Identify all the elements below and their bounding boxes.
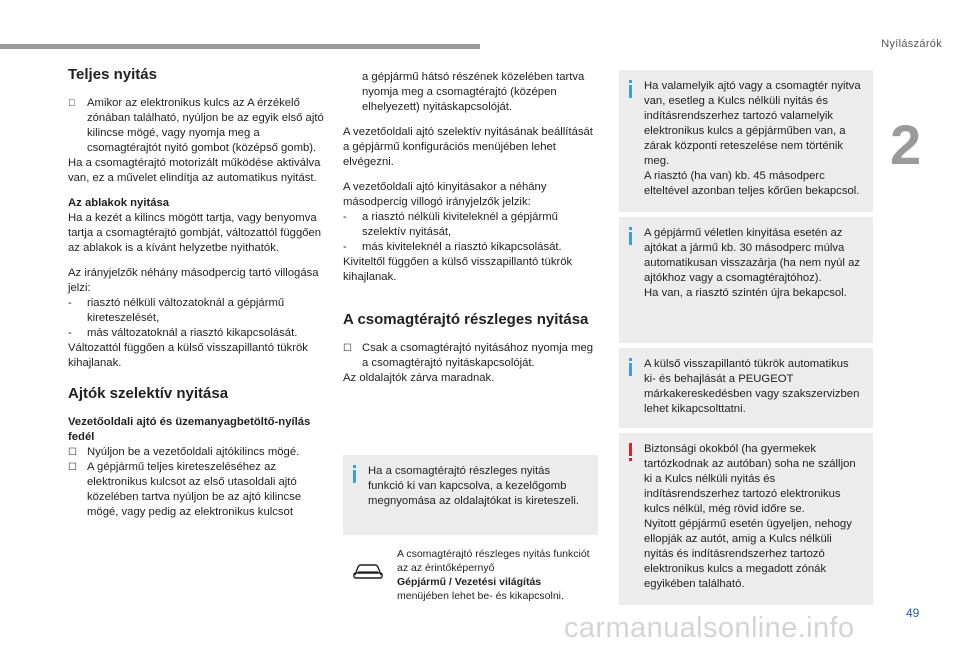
heading-selective-opening: Ajtók szelektív nyitása: [68, 385, 229, 402]
subheading-windows: Az ablakok nyitása: [68, 197, 170, 209]
bullet-item: ☐ Csak a csomagtérajtó nyitásához nyomja meg a csomagtérajtó nyitáskapcsolóját.: [343, 342, 594, 369]
paragraph: Ha a csomagtérajtó motorizált működése aktiválva van, ez a művelet elindítja az automatikus nyitást.: [68, 157, 321, 184]
heading-full-opening: Teljes nyitás: [68, 66, 157, 83]
info-box-central-locking: Ha valamelyik ajtó vagy a csomagtér nyitva van, esetleg a Kulcs nélküli nyitás és indításrendszerhez tartozó valamelyik elektronikus kulcs a gépjárműben van, a zárak központi reteszelése nem történik meg. A riasztó (ha van) kb. 45 másodperc elteltével azonban teljes kőrűen bekapcsol.: [619, 70, 873, 212]
bullet-item: Amikor az elektronikus kulcs az A érzékelő zónában található, nyúljon be az egyik első ajtó kilincse mögé, vagy nyomja meg a csomagtérajtót nyitó gombot (középső gomb).: [68, 96, 326, 156]
subheading-driver-door: Vezetőoldali ajtó és üzemanyagbetöltő-nyílás fedél: [68, 416, 311, 443]
paragraph: Kiviteltől függően a külső visszapillantó tükrök kihajlanak.: [343, 256, 573, 283]
bullet-item: ☐ Nyúljon be a vezetőoldali ajtókilincs mögé.: [68, 446, 300, 458]
info-box-partial: Ha a csomagtérajtó részleges nyitás funkció ki van kapcsolva, a kezelőgomb megnyomása az oldalajtókat is kireteszeli.: [343, 455, 598, 535]
bullet-icon: ☐: [68, 447, 77, 458]
info-box-auto-relock: A gépjármű véletlen kinyitása esetén az ajtókat a jármű kb. 30 másodperc múlva automatikusan visszazárja (ha nem nyúl az ajtókhoz vagy a csomagtérajtóhoz). Ha van, a riasztó szintén újra bekapcsol.: [619, 217, 873, 343]
paragraph: Az oldalajtók zárva maradnak.: [343, 372, 495, 384]
warning-icon: [627, 443, 634, 461]
menu-path: Gépjármű / Vezetési világítás: [397, 576, 542, 588]
column-middle: [343, 70, 601, 386]
paragraph: A vezetőoldali ajtó kinyitásakor a néhány másodpercig villogó irányjelzők jelzik:: [343, 181, 547, 208]
chapter-number: 2: [890, 113, 922, 176]
bullet-icon: [68, 96, 76, 111]
watermark: carmanualsonline.info: [564, 612, 855, 644]
section-title: Nyílászárók: [881, 38, 942, 50]
paragraph: A vezetőoldali ajtó szelektív nyitásának beállítását a gépjármű konfigurációs menüjében lehet elvégezni.: [343, 126, 593, 168]
bullet-icon: ☐: [68, 462, 77, 473]
paragraph: Az irányjelzők néhány másodpercig tartó villogása jelzi:: [68, 267, 319, 294]
info-icon: [627, 80, 634, 98]
dash-item: - más kiviteleknél a riasztó kikapcsolását.: [343, 241, 562, 253]
paragraph: a gépjármű hátsó részének közelében tartva nyomja meg a csomagtérajtó (középen elhelyezett) nyitáskapcsolóját.: [362, 71, 585, 113]
page-number: 49: [906, 606, 920, 620]
heading-partial-opening: A csomagtérajtó részleges nyitása: [343, 311, 589, 328]
car-icon: [352, 561, 384, 581]
info-icon: [627, 358, 634, 376]
dash-item: - más változatoknál a riasztó kikapcsolását.: [68, 327, 298, 339]
info-icon: [351, 465, 358, 483]
info-box-mirrors: A külső visszapillantó tükrök automatikus ki- és behajlását a PEUGEOT márkakereskedésben vagy szakszervizben lehet kikapcsolttatni.: [619, 348, 873, 428]
column-left: [68, 66, 326, 520]
dash-item: - riasztó nélküli változatoknál a gépjármű kireteszelését,: [68, 297, 285, 324]
bullet-icon: ☐: [343, 343, 352, 354]
paragraph: Ha a kezét a kilincs mögött tartja, vagy benyomva tartja a csomagtérajtó gombját, változattól függően az ablakok is a kívánt helyzetbe nyithatók.: [68, 212, 322, 254]
paragraph: Változattól függően a külső visszapillantó tükrök kihajlanak.: [68, 342, 308, 369]
info-icon: [627, 227, 634, 245]
dash-item: - a riasztó nélküli kiviteleknél a gépjármű szelektív nyitását,: [343, 211, 558, 238]
header-rule: [0, 44, 480, 49]
bullet-item: ☐ A gépjármű teljes kireteszeléséhez az elektronikus kulcsot az első utasoldali ajtó közelében tartva nyúljon be az ajtó kilincse mögé, vagy pedig az elektronikus kulcsot: [68, 461, 302, 518]
touchscreen-note: A csomagtérajtó részleges nyitás funkciót az az érintőképernyő Gépjármű / Vezetési világítás menüjében lehet be- és kikapcsolni.: [352, 547, 597, 603]
warning-box-safety: Biztonsági okokból (ha gyermekek tartózkodnak az autóban) soha ne szálljon ki a Kulcs nélküli nyitás és indításrendszerhez tartozó elektronikus kulcs nélkül, még rövid időre se. Nyitott gépjármű esetén ügyeljen, nehogy ellopják az autót, amig a Kulcs nélküli nyitás és indításrendszerhez tartozó elektronikus kulcs a megadott zónák egyikében található.: [619, 433, 873, 605]
